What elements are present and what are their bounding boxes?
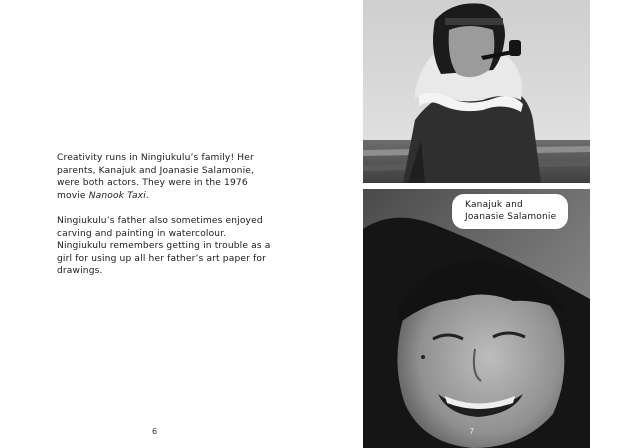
photo-man-with-pipe-image [363,0,590,183]
caption-line-1: Kanajuk and [465,200,523,210]
paragraph-1-end: . [145,190,149,201]
movie-title: Nanook Taxi [88,190,146,201]
page-number-right: 7 [469,427,475,436]
right-page [363,0,628,448]
page-number-left: 6 [152,427,158,436]
caption-line-2: Joanasie Salamonie [465,212,557,222]
photo-man-with-pipe [363,0,590,183]
paragraph-2: Ningiukulu’s father also sometimes enjoyed carving and painting in watercolour. Ningiukulu remembers getting in trouble as a girl for using up all her father’s art paper for drawings. [57,215,271,277]
paragraph-1 [57,152,272,202]
paragraph-1-text: Creativity runs in Ningiukulu’s family! Her parents, Kanajuk and Joanasie Salamonie, were both actors. They were in the 1976 movie [57,153,255,201]
photo-caption [452,194,568,229]
body-text [57,152,272,291]
